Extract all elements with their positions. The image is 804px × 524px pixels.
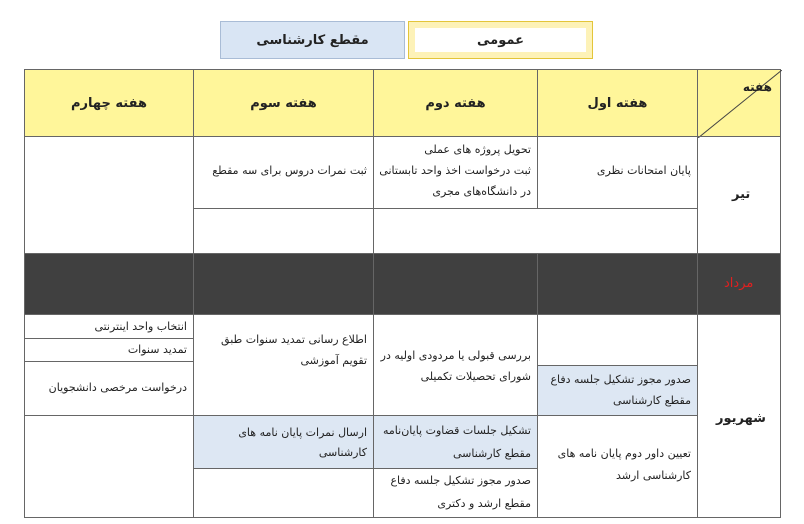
tab-general-label: عمومی <box>415 28 586 52</box>
tir-w3-cell <box>193 136 374 209</box>
shahrivar-w4c-cell <box>24 361 194 416</box>
tir-w12-cell-2 <box>373 208 698 254</box>
shahrivar-w1a-line1: صدور مجوز تشکیل جلسه دفاع <box>550 373 691 386</box>
shahrivar-w2a-line2: شورای تحصیلات تکمیلی <box>420 370 531 383</box>
month-mordad: مرداد <box>724 276 754 291</box>
shahrivar-w1b-line2: کارشناسی ارشد <box>615 469 691 482</box>
shahrivar-w1a-line2: مقطع کارشناسی <box>612 394 691 407</box>
shahrivar-w3a-line2: تقویم آموزشی <box>300 354 367 367</box>
tir-w1-text: پایان امتحانات نظری <box>596 164 691 177</box>
shahrivar-w4c-text: درخواست مرخصی دانشجویان <box>48 381 187 394</box>
header-week-3: هفته سوم <box>193 69 374 137</box>
tir-month-cell <box>697 136 781 254</box>
tir-w2-cell <box>373 136 538 209</box>
header-week-1: هفته اول <box>537 69 698 137</box>
shahrivar-w1a-cell <box>537 365 698 416</box>
shahrivar-w1b-cell <box>537 415 698 518</box>
tir-w2-line1: تحویل پروژه های عملی <box>424 143 531 156</box>
header-week-4: هفته چهارم <box>24 69 194 137</box>
shahrivar-month-cell <box>697 314 781 518</box>
header-week-label: هفته <box>742 80 772 94</box>
tab-undergraduate[interactable]: مقطع کارشناسی <box>220 21 405 59</box>
shahrivar-w2c-line1: صدور مجوز تشکیل جلسه دفاع <box>390 474 531 487</box>
mordad-w2 <box>373 253 538 315</box>
shahrivar-w2a-line1: بررسی قبولی یا مردودی اولیه در <box>380 349 531 362</box>
tir-w1-cell <box>537 136 698 209</box>
shahrivar-w3a-line1: اطلاع رسانی تمدید سنوات طبق <box>221 333 367 346</box>
tir-w2-line3: در دانشگاه‌های مجری <box>432 185 531 198</box>
shahrivar-w4b-cell <box>24 338 194 362</box>
shahrivar-w3c-cell <box>193 468 374 518</box>
month-shahrivar: شهریور <box>716 411 766 426</box>
shahrivar-w4b-text: تمدید سنوات <box>127 343 187 356</box>
mordad-w3 <box>193 253 374 315</box>
shahrivar-w1-top <box>537 314 698 366</box>
mordad-w4 <box>24 253 194 315</box>
shahrivar-w2a-cell <box>373 314 538 416</box>
month-tir: تیر <box>732 187 751 202</box>
shahrivar-w4d-cell <box>24 415 194 518</box>
shahrivar-w3b-cell <box>193 415 374 469</box>
mordad-w1 <box>537 253 698 315</box>
shahrivar-w2c-line2: مقطع ارشد و دکتری <box>437 497 531 510</box>
header-corner <box>697 69 781 137</box>
shahrivar-w2b-cell <box>373 415 538 469</box>
shahrivar-w3b-line1: ارسال نمرات پایان نامه های <box>238 426 367 439</box>
tir-w4-cell <box>24 136 194 254</box>
tir-w3-cell-2 <box>193 208 374 254</box>
shahrivar-w3a-cell <box>193 314 374 416</box>
shahrivar-w1b-line1: تعیین داور دوم پایان نامه های <box>557 447 691 460</box>
tab-general[interactable] <box>408 21 593 59</box>
shahrivar-w2b-line1: تشکیل جلسات قضاوت پایان‌نامه <box>383 424 531 437</box>
tir-w2-line2: ثبت درخواست اخذ واحد تابستانی <box>379 164 531 177</box>
shahrivar-w4a-text: انتخاب واحد اینترنتی <box>94 320 187 333</box>
header-week-2: هفته دوم <box>373 69 538 137</box>
mordad-month-cell <box>697 253 781 315</box>
shahrivar-w2c-cell <box>373 468 538 518</box>
tir-w3-text: ثبت نمرات دروس برای سه مقطع <box>212 164 367 177</box>
shahrivar-w2b-line2: مقطع کارشناسی <box>452 447 531 460</box>
shahrivar-w4a-cell <box>24 314 194 339</box>
shahrivar-w3b-line2: کارشناسی <box>318 446 367 459</box>
